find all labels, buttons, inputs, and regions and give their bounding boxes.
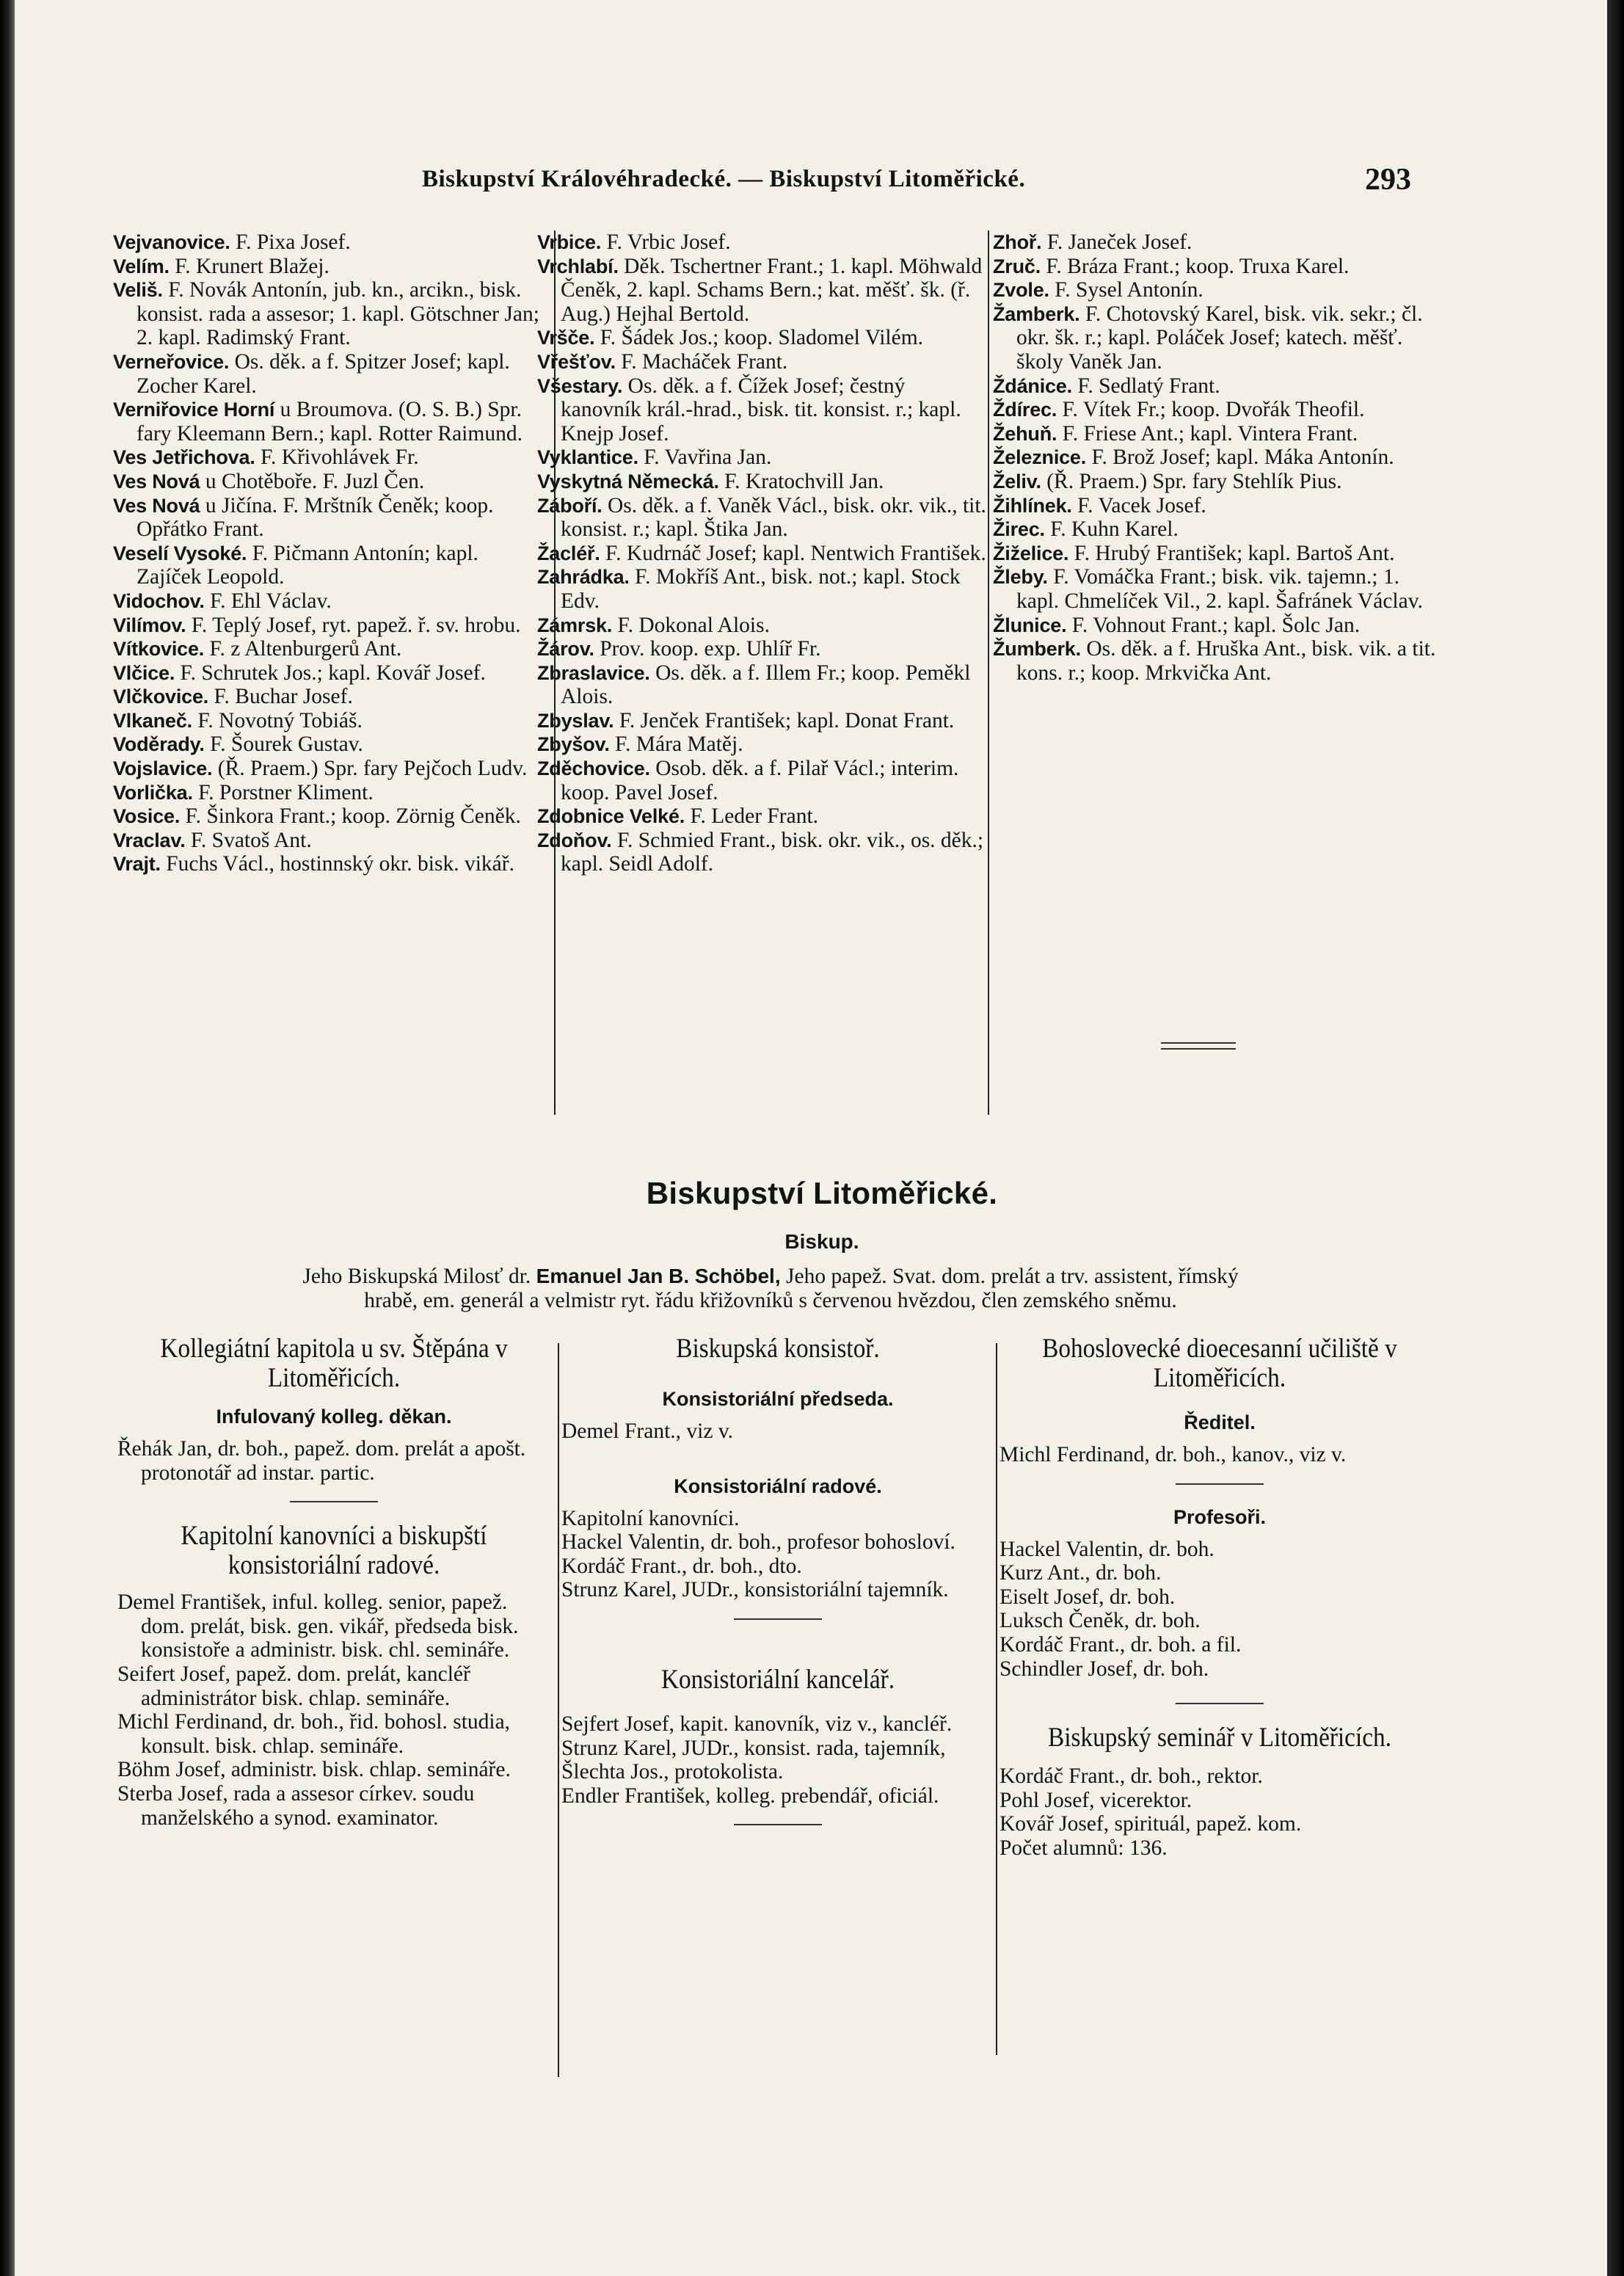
parish-entry [993, 230, 1441, 255]
parish-clergy: F. Pixa Josef. [230, 230, 351, 254]
parish-clergy: (Ř. Praem.) Spr. fary Stehlík Pius. [1041, 469, 1342, 493]
parish-name: Žlunice. [993, 614, 1067, 636]
chancery-list [561, 1712, 994, 1808]
list-item: Kovář Josef, spirituál, papež. kom. [999, 1812, 1302, 1836]
parish-entry [113, 781, 547, 805]
parish-clergy: F. Hrubý František; kapl. Bartoš Ant. [1068, 541, 1395, 565]
parish-entry [993, 255, 1441, 279]
parish-clergy: u Broumova. (O. S. B.) Spr. fary Kleemann Bern.; kapl. Rotter Raimund. [136, 398, 522, 446]
parish-clergy: Os. děk. a f. Vaněk Václ., bisk. okr. vik., tit. konsist. r.; kapl. Štika Jan. [561, 493, 986, 542]
bishop-title-text: Jeho Biskupská Milosť dr. [302, 1265, 531, 1288]
parish-name: Vyskytná Německá. [537, 470, 719, 492]
parish-clergy: Osob. děk. a f. Pilař Václ.; interim. koop. Pavel Josef. [561, 757, 959, 804]
president-heading: Konsistoriální předseda. [662, 1388, 894, 1410]
list-item: Strunz Karel, JUDr., konsist. rada, tajemník, [561, 1736, 946, 1760]
parish-name: Vršče. [537, 327, 595, 349]
separator [290, 1501, 378, 1502]
parish-clergy: u Jičína. F. Mrštník Čeněk; koop. Opřátko Frant. [136, 493, 494, 542]
parish-entry [113, 255, 547, 279]
parish-entry [113, 709, 547, 733]
parish-name: Vrbice. [537, 231, 602, 253]
parish-name: Vyklantice. [537, 446, 638, 469]
parish-entry [993, 446, 1441, 470]
parish-clergy: Prov. koop. exp. Uhlíř Fr. [594, 637, 821, 661]
list-item: Seifert Josef, papež. dom. prelát, kancléř administrátor bisk. chlap. semináře. [117, 1662, 470, 1710]
list-item: Kurz Ant., dr. boh. [999, 1561, 1162, 1585]
parish-name: Ves Jetřichova. [113, 446, 255, 469]
parish-clergy: F. Friese Ant.; kapl. Vintera Frant. [1057, 421, 1358, 446]
parish-entry [537, 230, 991, 255]
parish-name: Vilímov. [113, 614, 186, 636]
column-rule-3 [558, 1343, 559, 2077]
chancery-title: Konsistoriální kancelář. [660, 1664, 895, 1695]
spacer [561, 1695, 994, 1712]
director-heading: Ředitel. [1184, 1411, 1256, 1433]
parish-entry [993, 422, 1441, 446]
bishop-honors-text: Jeho papež. Svat. dom. prelát a trv. assistent, římský [786, 1265, 1239, 1288]
parish-name: Zbraslavice. [537, 661, 650, 684]
parish-clergy: F. Křivohlávek Fr. [255, 446, 419, 470]
parish-name: Veselí Vysoké. [113, 542, 247, 564]
list-item: Kordáč Frant., dr. boh., dto. [561, 1554, 802, 1578]
parish-entry [993, 278, 1441, 302]
parish-clergy: F. Šinkora Frant.; koop. Zörnig Čeněk. [180, 804, 521, 829]
parish-clergy: F. Vomáčka Frant.; bisk. vik. tajemn.; 1. kapl. Chmelíček Vil., 2. kapl. Šafránek Václav. [1016, 565, 1423, 613]
parish-name: Zdoňov. [537, 829, 612, 851]
parish-clergy: F. Sysel Antonín. [1049, 278, 1204, 302]
list-item: Sterba Josef, rada a assesor církev. soudu manželského a synod. examinator. [117, 1781, 475, 1830]
parish-entry [113, 398, 547, 446]
parish-entry [113, 829, 547, 853]
parish-clergy: F. Kratochvill Jan. [718, 469, 884, 493]
parish-clergy: F. Vacek Josef. [1071, 493, 1206, 517]
parish-clergy: F. Brož Josef; kapl. Máka Antonín. [1086, 446, 1394, 470]
parish-entry [113, 470, 547, 494]
parish-name: Veliš. [113, 279, 163, 302]
list-item: Kapitolní kanovníci. [561, 1506, 740, 1530]
directory-column-3 [993, 230, 1441, 685]
parish-clergy: F. Svatoš Ant. [185, 828, 312, 852]
parish-entry [113, 757, 547, 781]
consistory-column [561, 1334, 994, 1844]
school-title: Bohoslovecké dioecesanní učiliště v Litoměřicích. [1042, 1334, 1397, 1393]
parish-entry [537, 494, 991, 542]
parish-entry [537, 804, 991, 829]
parish-clergy: u Chotěboře. F. Juzl Čen. [200, 469, 425, 493]
parish-entry [993, 565, 1441, 613]
parish-name: Vlkaneč. [113, 709, 192, 732]
scan-left-edge [0, 0, 15, 2276]
running-header: Biskupství Královéhradecké. — Biskupství Litoměřické. [422, 166, 1026, 192]
parish-clergy: F. Sedlatý Frant. [1071, 374, 1220, 398]
separator [734, 1824, 822, 1825]
parish-name: Voděrady. [113, 733, 205, 756]
parish-clergy: F. Teplý Josef, ryt. papež. ř. sv. hrobu. [186, 613, 521, 637]
parish-name: Zruč. [993, 255, 1041, 277]
parish-name: Vřešťov. [537, 350, 616, 373]
bishop-name: Emanuel Jan B. Schöbel, [536, 1265, 781, 1287]
director-list [999, 1443, 1440, 1467]
parish-clergy: F. Novotný Tobiáš. [192, 708, 363, 732]
councillors-heading: Konsistoriální radové. [674, 1475, 882, 1497]
bishop-line-1 [103, 1264, 1438, 1289]
page-number: 293 [1365, 163, 1411, 197]
list-item: Eiselt Josef, dr. boh. [999, 1585, 1176, 1609]
parish-entry [537, 829, 991, 876]
parish-entry [113, 230, 547, 255]
parish-name: Vítkovice. [113, 638, 205, 661]
parish-name: Vorlička. [113, 781, 193, 804]
canons-list [117, 1590, 550, 1830]
parish-name: Zámrsk. [537, 614, 613, 636]
parish-clergy: F. Mára Matěj. [609, 732, 743, 757]
parish-name: Žacléř. [537, 542, 600, 564]
parish-name: Vlčice. [113, 661, 175, 684]
parish-clergy: F. Vrbic Josef. [601, 230, 731, 254]
parish-entry [537, 614, 991, 638]
directory-column-2 [537, 230, 991, 876]
parish-clergy: F. Šádek Jos.; koop. Sladomel Vilém. [594, 326, 924, 350]
canons-title: Kapitolní kanovníci a biskupští konsistoriální radové. [181, 1521, 487, 1581]
parish-clergy: F. Macháček Frant. [615, 349, 788, 374]
parish-name: Zdobnice Velké. [537, 805, 685, 828]
parish-name: Zbyšov. [537, 733, 610, 756]
parish-name: Ves Nová [113, 494, 200, 517]
parish-clergy: F. Porstner Kliment. [192, 780, 374, 804]
parish-clergy: (Ř. Praem.) Spr. fary Pejčoch Ludv. [212, 757, 528, 781]
parish-entry [537, 326, 991, 350]
parish-name: Žleby. [993, 566, 1048, 589]
parish-name: Záboří. [537, 494, 602, 517]
list-item: Demel Frant., viz v. [561, 1419, 734, 1443]
parish-clergy: F. Bráza Frant.; koop. Truxa Karel. [1041, 254, 1350, 278]
list-item: Demel František, inful. kolleg. senior, papež. dom. prelát, bisk. gen. vikář, předseda bisk. konsistoře a administr. bisk. chl. semináře. [117, 1590, 519, 1662]
parish-entry [537, 374, 991, 446]
professors-list [999, 1538, 1440, 1681]
parish-name: Železnice. [993, 446, 1087, 469]
parish-clergy: F. Jenček František; kapl. Donat Frant. [613, 708, 955, 732]
parish-clergy: F. Dokonal Alois. [612, 613, 770, 637]
parish-entry [993, 517, 1441, 542]
president-list [561, 1419, 994, 1444]
spacer [561, 1639, 994, 1665]
parish-clergy: F. Ehl Václav. [204, 589, 332, 613]
parish-name: Ves Nová [113, 470, 200, 492]
bishop-heading: Biskup. [784, 1230, 859, 1253]
parish-entry [113, 637, 547, 661]
list-item: Pohl Josef, vicerektor. [999, 1788, 1192, 1812]
end-rule-bottom [1161, 1048, 1236, 1050]
list-item: Schindler Josef, dr. boh. [999, 1657, 1209, 1681]
bishop-line-2: hrabě, em. generál a velmistr ryt. řádu křižovníků s červenou hvězdou, člen zemského sněmu. [364, 1289, 1177, 1312]
parish-name: Vosice. [113, 805, 181, 828]
column-rule-4 [996, 1343, 997, 2055]
parish-clergy: F. Šourek Gustav. [204, 732, 363, 757]
parish-clergy: F. Novák Antonín, jub. kn., arcikn., bisk. konsist. rada a assesor; 1. kapl. Götschner Jan; 2. kapl. Radimský Frant. [136, 278, 539, 350]
parish-name: Zhoř. [993, 231, 1042, 253]
parish-clergy: Os. děk. a f. Hruška Ant., bisk. vik. a tit. kons. r.; koop. Mrkvička Ant. [1016, 637, 1436, 685]
spacer [117, 1580, 550, 1590]
parish-clergy: Os. děk. a f. Spitzer Josef; kapl. Zocher Karel. [136, 349, 510, 398]
end-rule-top [1161, 1042, 1236, 1044]
parish-clergy: Děk. Tschertner Frant.; 1. kapl. Möhwald Čeněk, 2. kapl. Schams Bern.; kat. měšť. šk. (ř. Aug.) Hejhal Bertold. [561, 254, 983, 326]
parish-clergy: F. z Altenburgerů Ant. [204, 637, 402, 661]
parish-clergy: F. Krunert Blažej. [169, 254, 329, 278]
list-item: Böhm Josef, administr. bisk. chlap. semináře. [117, 1758, 511, 1782]
parish-entry [537, 255, 991, 327]
parish-name: Žumberk. [993, 638, 1081, 661]
parish-entry [537, 757, 991, 804]
parish-entry [113, 278, 547, 350]
parish-entry [537, 350, 991, 374]
parish-entry [113, 732, 547, 757]
scan-right-edge [1607, 0, 1624, 2276]
parish-name: Velím. [113, 255, 170, 277]
parish-clergy: Os. děk. a f. Čížek Josef; čestný kanovník král.-hrad., bisk. tit. konsist. r.; kapl. Knejp Josef. [561, 374, 961, 446]
parish-clergy: Fuchs Václ., hostinnský okr. bisk. vikář. [160, 852, 514, 876]
parish-name: Ždírec. [993, 399, 1057, 421]
list-item: Strunz Karel, JUDr., konsistoriální tajemník. [561, 1578, 949, 1602]
list-item: Kordáč Frant., dr. boh., rektor. [999, 1764, 1263, 1789]
list-item: Michl Ferdinand, dr. boh., řid. bohosl. studia, konsult. bisk. chlap. semináře. [117, 1710, 511, 1758]
chapter-title: Kollegiátní kapitola u sv. Štěpána v Litoměřicích. [160, 1334, 508, 1393]
parish-name: Vlčkovice. [113, 686, 209, 708]
professors-heading: Profesoři. [1173, 1505, 1267, 1528]
parish-clergy: Os. děk. a f. Illem Fr.; koop. Peměkl Alois. [561, 661, 971, 709]
parish-entry [537, 470, 991, 494]
parish-entry [537, 732, 991, 757]
parish-clergy: F. Vítek Fr.; koop. Dvořák Theofil. [1057, 398, 1365, 422]
parish-entry [113, 494, 547, 542]
list-item: Hackel Valentin, dr. boh. [999, 1537, 1215, 1561]
parish-entry [993, 494, 1441, 518]
parish-entry [113, 446, 547, 470]
parish-name: Vrchlabí. [537, 255, 619, 277]
parish-clergy: F. Mokříš Ant., bisk. not.; kapl. Stock Edv. [561, 565, 961, 613]
parish-name: Verneřovice. [113, 350, 230, 373]
list-item: Řehák Jan, dr. boh., papež. dom. prelát a apošt. protonotář ad instar. partic. [117, 1437, 526, 1485]
parish-entry [113, 542, 547, 589]
parish-entry [993, 374, 1441, 399]
parish-entry [537, 709, 991, 733]
parish-entry [537, 542, 991, 566]
chapter-column [117, 1334, 550, 1830]
parish-clergy: F. Kuhn Karel. [1044, 517, 1179, 542]
parish-clergy: F. Pičmann Antonín; kapl. Zajíček Leopold. [136, 541, 478, 589]
parish-name: Žiželice. [993, 542, 1069, 564]
parish-clergy: F. Vohnout Frant.; kapl. Šolc Jan. [1066, 613, 1361, 637]
separator [1176, 1703, 1264, 1704]
parish-entry [993, 302, 1441, 374]
list-item: Michl Ferdinand, dr. boh., kanov., viz v. [999, 1443, 1347, 1466]
list-item: Luksch Čeněk, dr. boh. [999, 1609, 1201, 1633]
parish-name: Žárov. [537, 638, 594, 661]
parish-clergy: F. Leder Frant. [685, 804, 819, 829]
parish-entry [993, 614, 1441, 638]
parish-clergy: F. Kudrnáč Josef; kapl. Nentwich František. [600, 541, 986, 565]
parish-entry [113, 852, 547, 876]
parish-clergy: F. Vavřina Jan. [638, 446, 772, 470]
parish-clergy: F. Buchar Josef. [208, 685, 353, 709]
seminary-column [999, 1334, 1440, 1861]
spacer [999, 1753, 1440, 1764]
parish-name: Žehuň. [993, 422, 1057, 445]
parish-name: Zbyslav. [537, 709, 614, 732]
parish-name: Vojslavice. [113, 757, 213, 780]
column-rule-2 [988, 230, 989, 1115]
parish-entry [993, 398, 1441, 422]
parish-clergy: F. Janeček Josef. [1041, 230, 1192, 254]
parish-entry [113, 614, 547, 638]
parish-clergy: F. Schrutek Jos.; kapl. Kovář Josef. [175, 661, 486, 685]
consistory-title: Biskupská konsistoř. [676, 1334, 880, 1364]
parish-entry [537, 661, 991, 709]
parish-name: Ždánice. [993, 374, 1072, 397]
parish-entry [537, 637, 991, 661]
parish-clergy: F. Schmied Frant., bisk. okr. vik., os. děk.; kapl. Seidl Adolf. [561, 828, 984, 876]
list-item: Kordáč Frant., dr. boh. a fil. [999, 1632, 1242, 1657]
parish-entry [993, 637, 1441, 685]
parish-name: Žirec. [993, 518, 1045, 541]
parish-entry [537, 565, 991, 613]
parish-name: Zahrádka. [537, 566, 630, 589]
parish-name: Vidochov. [113, 589, 205, 612]
parish-clergy: F. Chotovský Karel, bisk. vik. sekr.; čl. okr. šk. r.; kapl. Poláček Josef; katech. měšť. školy Vaněk Jan. [1016, 302, 1423, 374]
parish-entry [113, 661, 547, 686]
parish-name: Zděchovice. [537, 757, 650, 780]
list-item: Sejfert Josef, kapit. kanovník, viz v., kancléř. [561, 1712, 953, 1736]
parish-name: Vraclav. [113, 829, 186, 851]
parish-entry [537, 446, 991, 470]
parish-entry [113, 350, 547, 398]
parish-name: Vrajt. [113, 853, 161, 876]
seminary-title: Biskupský seminář v Litoměřicích. [1048, 1723, 1391, 1753]
list-item: Šlechta Jos., protokolista. [561, 1760, 784, 1784]
councillors-list [561, 1507, 994, 1602]
list-item: Počet alumnů: 136. [999, 1836, 1168, 1860]
separator [1176, 1483, 1264, 1485]
directory-column-1 [113, 230, 547, 876]
bishop-paragraph [103, 1264, 1438, 1313]
parish-name: Žihlínek. [993, 494, 1072, 517]
parish-name: Verniřovice Horní [113, 399, 275, 421]
separator [734, 1618, 822, 1620]
parish-entry [113, 589, 547, 614]
parish-name: Zvole. [993, 279, 1049, 302]
parish-entry [993, 470, 1441, 494]
parish-entry [993, 542, 1441, 566]
dean-list [117, 1437, 550, 1485]
list-item: Endler František, kolleg. prebendář, oficiál. [561, 1784, 939, 1808]
list-item: Hackel Valentin, dr. boh., profesor bohosloví. [561, 1530, 955, 1555]
diocese-title: Biskupství Litoměřické. [646, 1176, 998, 1210]
seminary-list [999, 1764, 1440, 1860]
parish-name: Želiv. [993, 470, 1041, 492]
parish-entry [113, 685, 547, 709]
parish-name: Žamberk. [993, 302, 1080, 325]
parish-name: Všestary. [537, 374, 623, 397]
parish-entry [113, 804, 547, 829]
document-page [15, 0, 1607, 2276]
parish-name: Vejvanovice. [113, 231, 230, 253]
dean-heading: Infulovaný kolleg. děkan. [216, 1406, 452, 1428]
